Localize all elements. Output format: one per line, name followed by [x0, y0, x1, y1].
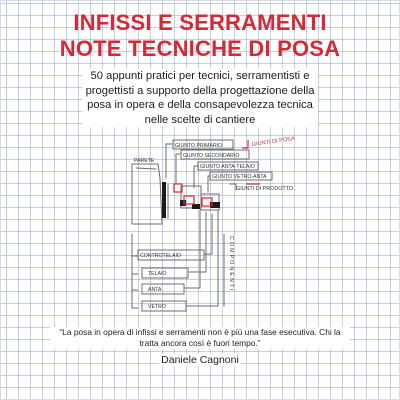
label-giunto-vetro-anta: GIUNTO VETRO-ANTA — [212, 174, 267, 180]
cover-author — [0, 354, 400, 366]
cover-subtitle: 50 appunti pratici per tecnici, serramentisti e progettisti a supporto della progettazione della posa in opera e della consapevolezza tecnica nelle scelte di cantiere — [82, 69, 318, 127]
label-vetro: VETRO — [148, 304, 166, 310]
profile-stroke — [162, 182, 166, 218]
label-giunto-anta-telaio: GIUNTO ANTA-TELAIO — [200, 164, 255, 170]
label-giunto-primario: GIUNTO PRIMARIO — [175, 143, 223, 149]
cover-title-line-1: INFISSI E SERRAMENTI — [73, 10, 327, 35]
label-giunti-di-posa: GIUNTI DI POSA — [251, 136, 296, 148]
cover-author-name: Daniele Cagnoni — [161, 354, 239, 366]
cover-title-line-2: NOTE TECNICHE DI POSA — [59, 36, 341, 61]
label-anta: ANTA — [148, 287, 162, 293]
joint-sketch-drawing — [118, 136, 296, 318]
wall-outline — [132, 164, 162, 224]
label-telaio: TELAIO — [148, 271, 167, 277]
label-componenti: COMPONENTI — [228, 236, 234, 293]
label-giunto-secondario: GIUNTO SECONDARIO — [183, 153, 240, 159]
label-giunti-di-prodotto: GIUNTI DI PRODOTTO — [236, 186, 294, 192]
label-controtelaio: CONTROTELAIO — [140, 253, 181, 259]
seal-block — [180, 200, 186, 206]
seal-block — [192, 204, 200, 209]
cover-quote: “La posa in opera di infissi e serramenti non è più una fase esecutiva. Chi la tratta ancora così è fuori tempo.” — [50, 327, 350, 349]
label-parete: PARETE — [134, 158, 155, 164]
